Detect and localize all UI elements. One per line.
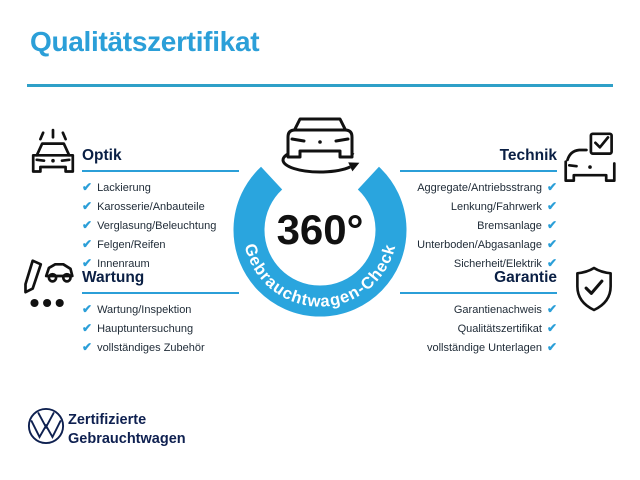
vw-logo	[27, 407, 65, 445]
item-label: Garantienachweis	[453, 304, 542, 316]
list-item	[400, 302, 557, 321]
section-optik-items	[82, 180, 239, 275]
sparkling-car-icon	[26, 126, 80, 190]
checklist-car-icon	[21, 256, 75, 314]
item-label: Lenkung/Fahrwerk	[450, 201, 542, 213]
section-garantie	[400, 269, 557, 359]
item-label: Felgen/Reifen	[97, 239, 166, 251]
footer-claim-line1: Zertifizierte	[68, 412, 147, 428]
section-optik	[82, 147, 239, 275]
title-divider	[27, 84, 613, 87]
section-technik-title: Technik	[499, 147, 557, 164]
item-label: vollständige Unterlagen	[426, 342, 542, 354]
section-technik-rule	[400, 170, 557, 172]
check-icon: ✔	[546, 256, 557, 270]
list-item	[82, 340, 239, 359]
center-value: 360°	[276, 206, 364, 253]
section-optik-rule	[82, 170, 239, 172]
item-label: Lackierung	[97, 182, 151, 194]
list-item	[400, 237, 557, 256]
shield-check-icon	[573, 264, 615, 314]
list-item	[82, 302, 239, 321]
list-item	[82, 199, 239, 218]
check-icon: ✔	[546, 340, 557, 354]
ring-label: Gebrauchtwagen-Check	[240, 241, 400, 311]
list-item	[400, 180, 557, 199]
section-wartung	[82, 269, 239, 359]
item-label: Innenraum	[97, 258, 150, 270]
check-icon: ✔	[82, 302, 93, 316]
section-technik	[400, 147, 557, 275]
footer-claim	[68, 411, 186, 449]
section-garantie-title: Garantie	[494, 269, 557, 286]
section-wartung-title: Wartung	[82, 269, 145, 286]
check-icon: ✔	[546, 237, 557, 251]
check-icon: ✔	[82, 321, 93, 335]
section-wartung-rule	[82, 292, 239, 294]
section-optik-title: Optik	[82, 147, 122, 164]
item-label: Qualitätszertifikat	[457, 323, 542, 335]
page-title: Qualitätszertifikat	[30, 26, 260, 57]
check-icon: ✔	[82, 340, 93, 354]
check-icon: ✔	[82, 199, 93, 213]
item-label: Karosserie/Anbauteile	[97, 201, 205, 213]
section-garantie-items	[400, 302, 557, 359]
check-icon: ✔	[546, 180, 557, 194]
item-label: vollständiges Zubehör	[97, 342, 205, 354]
list-item	[400, 199, 557, 218]
check-icon: ✔	[546, 199, 557, 213]
check-icon: ✔	[82, 180, 93, 194]
list-item	[82, 180, 239, 199]
check-icon: ✔	[546, 302, 557, 316]
item-label: Hauptuntersuchung	[97, 323, 194, 335]
check-icon: ✔	[82, 237, 93, 251]
list-item	[82, 321, 239, 340]
section-wartung-items	[82, 302, 239, 359]
item-label: Verglasung/Beleuchtung	[97, 220, 217, 232]
list-item	[82, 218, 239, 237]
car-checkbox-icon	[563, 128, 617, 190]
item-label: Sicherheit/Elektrik	[453, 258, 542, 270]
check-icon: ✔	[546, 218, 557, 232]
item-label: Aggregate/Antriebsstrang	[417, 182, 542, 194]
section-technik-items	[400, 180, 557, 275]
check-icon: ✔	[82, 256, 93, 270]
item-label: Unterboden/Abgasanlage	[417, 239, 542, 251]
section-garantie-rule	[400, 292, 557, 294]
check-icon: ✔	[546, 321, 557, 335]
rotating-car-icon	[288, 119, 352, 157]
footer-claim-line2: Gebrauchtwagen	[68, 431, 186, 447]
list-item	[400, 218, 557, 237]
360-check-graphic	[220, 113, 420, 333]
list-item	[400, 340, 557, 359]
check-icon: ✔	[82, 218, 93, 232]
list-item	[82, 237, 239, 256]
item-label: Wartung/Inspektion	[97, 304, 192, 316]
list-item	[400, 321, 557, 340]
item-label: Bremsanlage	[477, 220, 542, 232]
